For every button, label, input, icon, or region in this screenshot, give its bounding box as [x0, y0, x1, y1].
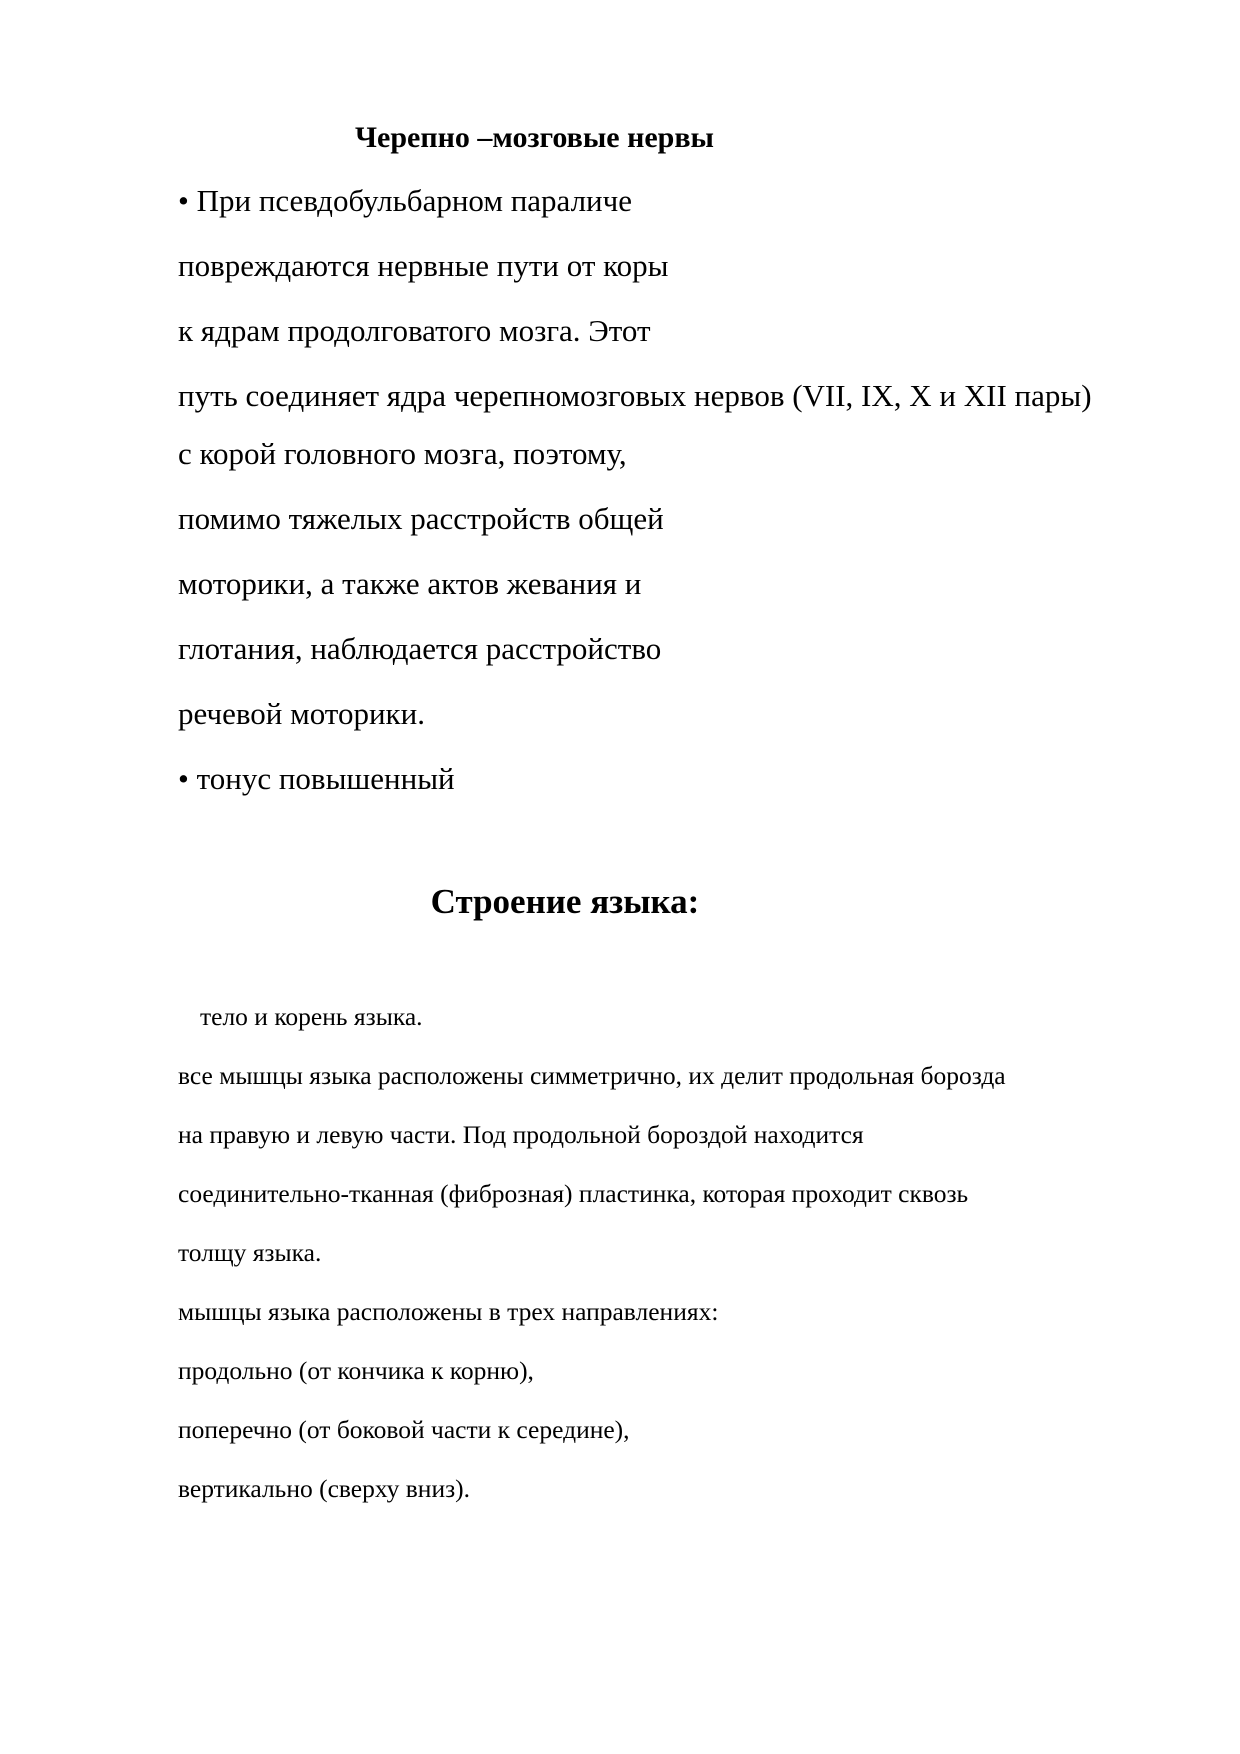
paragraph-line: мышцы языка расположены в трех направлениях:	[178, 1297, 719, 1326]
paragraph-line: толщу языка.	[178, 1238, 322, 1267]
paragraph-line: на правую и левую части. Под продольной бороздой находится	[178, 1120, 864, 1149]
paragraph-line: помимо тяжелых расстройств общей	[178, 501, 664, 536]
tongue-structure-text	[178, 1000, 1158, 1531]
paragraph-line: • При псевдобульбарном параличе	[178, 183, 632, 218]
paragraph-line: все мышцы языка расположены симметрично, их делит продольная борозда	[178, 1061, 1006, 1090]
section-title-cranial-nerves: Черепно –мозговые нервы	[355, 121, 714, 154]
paragraph-line: тело и корень языка.	[200, 1002, 423, 1031]
paragraph-line: глотания, наблюдается расстройство	[178, 631, 662, 666]
paragraph-line: речевой моторики.	[178, 696, 425, 731]
section-title-tongue-structure: Строение языка:	[430, 882, 700, 921]
paragraph-line: соединительно-тканная (фиброзная) пластинка, которая проходит сквозь	[178, 1179, 969, 1208]
paragraph-line: моторики, а также актов жевания и	[178, 566, 642, 601]
cranial-nerves-text	[178, 182, 1118, 825]
paragraph-line: вертикально (сверху вниз).	[178, 1474, 471, 1503]
paragraph-line: к ядрам продолговатого мозга. Этот	[178, 313, 651, 348]
paragraph-line: с корой головного мозга, поэтому,	[178, 436, 627, 471]
paragraph-line: путь соединяет ядра черепномозговых нервов (VII, IX, X и XII пары)	[178, 378, 1092, 413]
paragraph-line: • тонус повышенный	[178, 761, 455, 796]
paragraph-line: поперечно (от боковой части к середине),	[178, 1415, 630, 1444]
paragraph-line: повреждаются нервные пути от коры	[178, 248, 669, 283]
paragraph-line: продольно (от кончика к корню),	[178, 1356, 534, 1385]
